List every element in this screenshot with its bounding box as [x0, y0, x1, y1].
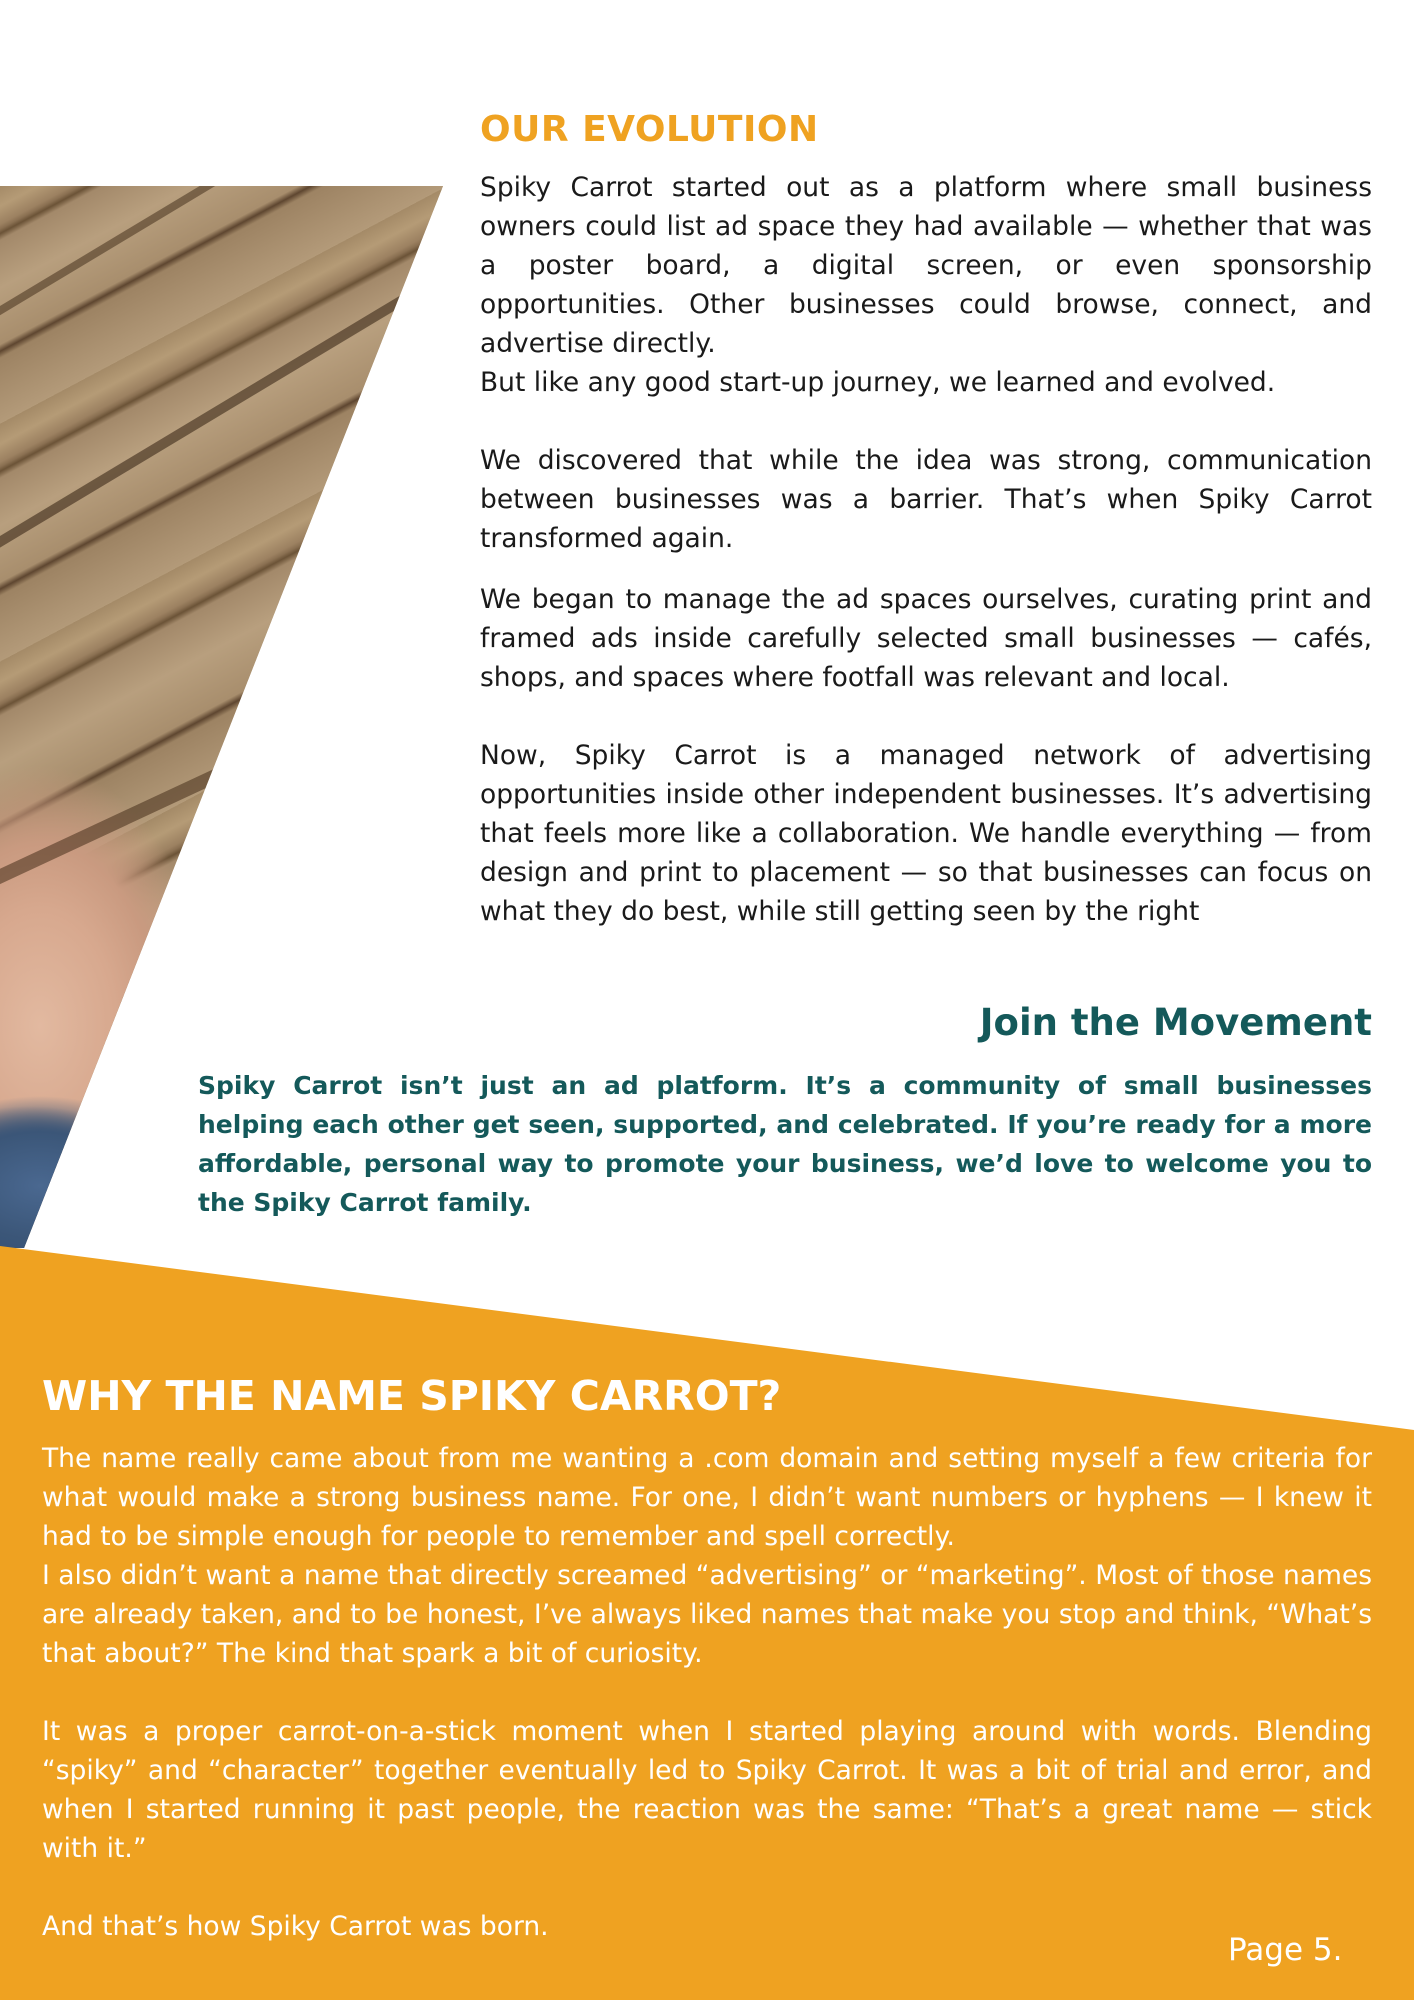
- evolution-paragraph: We began to manage the ad spaces ourselves, curating print and framed ads inside carefully selected small businesses — cafés, shops, and spaces where footfall was relevant and local.: [480, 583, 1372, 693]
- join-the-movement-heading: Join the Movement: [979, 1001, 1372, 1044]
- why-paragraph: I also didn’t want a name that directly screamed “advertising” or “marketing”. Most of those names are already taken, and to be honest, I’ve always liked names that make you stop and think, “What’s that about?” The kind that spark a bit of curiosity.: [42, 1560, 1372, 1670]
- plank-shadow: [0, 0, 554, 343]
- our-evolution-section: [480, 110, 1372, 931]
- why-paragraph: The name really came about from me wanting a .com domain and setting myself a few criteria for what would make a strong business name. For one, I didn’t want numbers or hyphens — I knew it had to be simple enough for people to remember and spell correctly.: [42, 1443, 1372, 1553]
- evolution-paragraph: Now, Spiky Carrot is a managed network of advertising opportunities inside other independent businesses. It’s advertising that feels more like a collaboration. We handle everything — from design and print to placement — so that businesses can focus on what they do best, while still getting seen by the right: [480, 739, 1372, 927]
- plank-shadow: [0, 610, 560, 919]
- our-evolution-heading: OUR EVOLUTION: [480, 109, 819, 150]
- why-paragraph: It was a proper carrot-on-a-stick moment when I started playing around with words. Blending “spiky” and “character” together eventually led to Spiky Carrot. It was a bit of trial and error, and when I started running it past people, the reaction was the same: “That’s a great name — stick with it.”: [42, 1716, 1372, 1865]
- why-paragraph: And that’s how Spiky Carrot was born.: [42, 1911, 549, 1943]
- why-the-name-section: [42, 1374, 1372, 1946]
- why-the-name-heading: WHY THE NAME SPIKY CARROT?: [42, 1372, 782, 1420]
- evolution-paragraph: But like any good start-up journey, we learned and evolved.: [480, 366, 1276, 398]
- evolution-paragraph: We discovered that while the idea was strong, communication between businesses was a barrier. That’s when Spiky Carrot transformed again.: [480, 444, 1372, 554]
- page-number: Page 5.: [1228, 1932, 1343, 1968]
- join-the-movement-text: Spiky Carrot isn’t just an ad platform. It’s a community of small businesses helping each other get seen, supported, and celebrated. If you’re ready for a more affordable, personal way to promote your business, we’d love to welcome you to the Spiky Carrot family.: [198, 1070, 1372, 1217]
- evolution-paragraph: Spiky Carrot started out as a platform where small business owners could list ad space they had available — whether that was a poster board, a digital screen, or even sponsorship opportunities. Other businesses could browse, connect, and advertise directly.: [480, 171, 1372, 359]
- join-the-movement-section: [198, 1003, 1372, 1222]
